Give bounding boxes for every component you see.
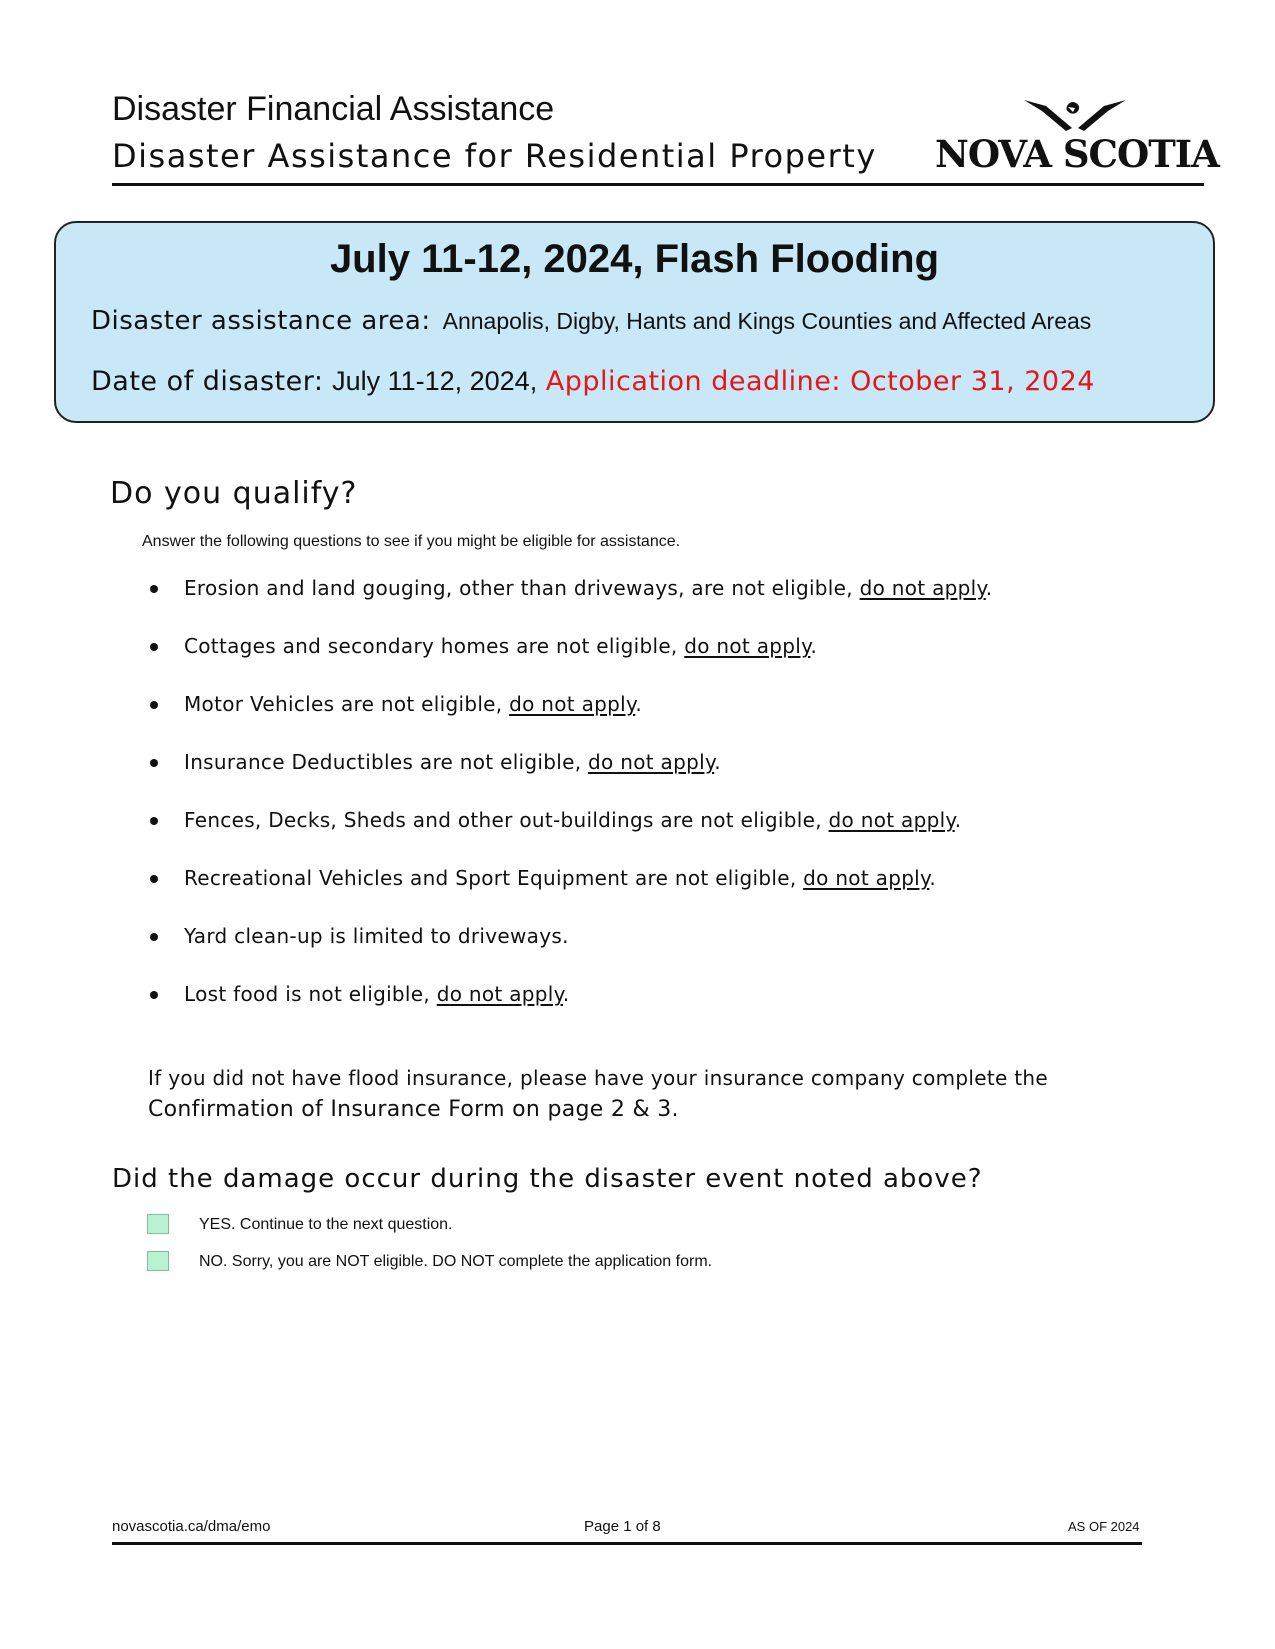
item-text: Fences, Decks, Sheds and other out-buildings are not eligible, <box>184 808 829 832</box>
yes-label: YES. Continue to the next question. <box>199 1216 453 1233</box>
assistance-area-value: Annapolis, Digby, Hants and Kings Counties and Affected Areas <box>442 308 1092 334</box>
item-end: . <box>985 576 993 600</box>
item-text: Recreational Vehicles and Sport Equipment are not eligible, <box>184 866 804 890</box>
do-not-apply-link[interactable]: do not apply <box>828 808 955 832</box>
disaster-date-label: Date of disaster: <box>91 366 324 397</box>
disaster-banner <box>54 221 1215 423</box>
disaster-date <box>91 366 1095 397</box>
insurance-note-line1: If you did not have flood insurance, please have your insurance company complete the <box>148 1066 1048 1090</box>
item-end: . <box>810 634 818 658</box>
yes-checkbox[interactable] <box>147 1214 169 1234</box>
no-label: NO. Sorry, you are NOT eligible. DO NOT complete the application form. <box>199 1253 713 1270</box>
no-checkbox[interactable] <box>147 1251 169 1271</box>
insurance-note-line2: Confirmation of Insurance Form on page 2 & 3. <box>148 1097 679 1122</box>
assistance-area-label: Disaster assistance area: <box>91 306 431 336</box>
bullet-icon <box>150 643 158 651</box>
list-item <box>140 808 1140 866</box>
list-item <box>140 692 1140 750</box>
logo-wordmark: NOVA SCOTIA <box>935 132 1219 176</box>
item-text: Motor Vehicles are not eligible, <box>184 692 510 716</box>
bullet-icon <box>150 585 158 593</box>
item-end: . <box>954 808 962 832</box>
list-item <box>140 924 1140 982</box>
item-text: Insurance Deductibles are not eligible, <box>184 750 589 774</box>
list-item <box>140 750 1140 808</box>
damage-question-heading: Did the damage occur during the disaster event noted above? <box>112 1164 983 1194</box>
assistance-area <box>91 305 1091 336</box>
bullet-icon <box>150 817 158 825</box>
bullet-icon <box>150 991 158 999</box>
do-not-apply-link[interactable]: do not apply <box>436 982 563 1006</box>
footer-divider <box>112 1542 1142 1545</box>
list-item <box>140 982 1140 1040</box>
item-text: Erosion and land gouging, other than driveways, are not eligible, <box>184 576 860 600</box>
item-text: Lost food is not eligible, <box>184 982 437 1006</box>
banner-title: July 11-12, 2024, Flash Flooding <box>329 237 940 281</box>
item-end: . <box>562 982 570 1006</box>
item-end: . <box>635 692 642 716</box>
bullet-icon <box>150 759 158 767</box>
document-title: Disaster Financial Assistance <box>112 90 555 128</box>
do-not-apply-link[interactable]: do not apply <box>684 634 811 658</box>
header-divider <box>112 183 1204 186</box>
footer-url: novascotia.ca/dma/emo <box>112 1518 271 1535</box>
document-subtitle: Disaster Assistance for Residential Property <box>112 137 877 175</box>
do-not-apply-link[interactable]: do not apply <box>803 866 930 890</box>
bullet-icon <box>150 875 158 883</box>
list-item <box>140 866 1140 924</box>
item-end: . <box>714 750 721 774</box>
ineligible-list <box>140 576 1140 1040</box>
item-text: Yard clean-up is limited to driveways. <box>184 924 569 948</box>
item-text: Cottages and secondary homes are not eligible, <box>184 634 685 658</box>
nova-scotia-logo <box>935 98 1219 178</box>
as-of-date: AS OF 2024 <box>1068 1519 1140 1534</box>
qualify-intro: Answer the following questions to see if you might be eligible for assistance. <box>142 533 681 550</box>
bullet-icon <box>150 933 158 941</box>
list-item <box>140 634 1140 692</box>
do-not-apply-link[interactable]: do not apply <box>509 692 636 716</box>
do-not-apply-link[interactable]: do not apply <box>588 750 715 774</box>
list-item <box>140 576 1140 634</box>
page-number: Page 1 of 8 <box>584 1518 661 1535</box>
bullet-icon <box>150 701 158 709</box>
disaster-date-value: July 11-12, 2024, <box>332 366 538 396</box>
item-end: . <box>929 866 937 890</box>
application-deadline: Application deadline: October 31, 2024 <box>545 366 1095 397</box>
insurance-note <box>148 1062 1048 1126</box>
qualify-heading: Do you qualify? <box>110 476 358 511</box>
do-not-apply-link[interactable]: do not apply <box>859 576 986 600</box>
